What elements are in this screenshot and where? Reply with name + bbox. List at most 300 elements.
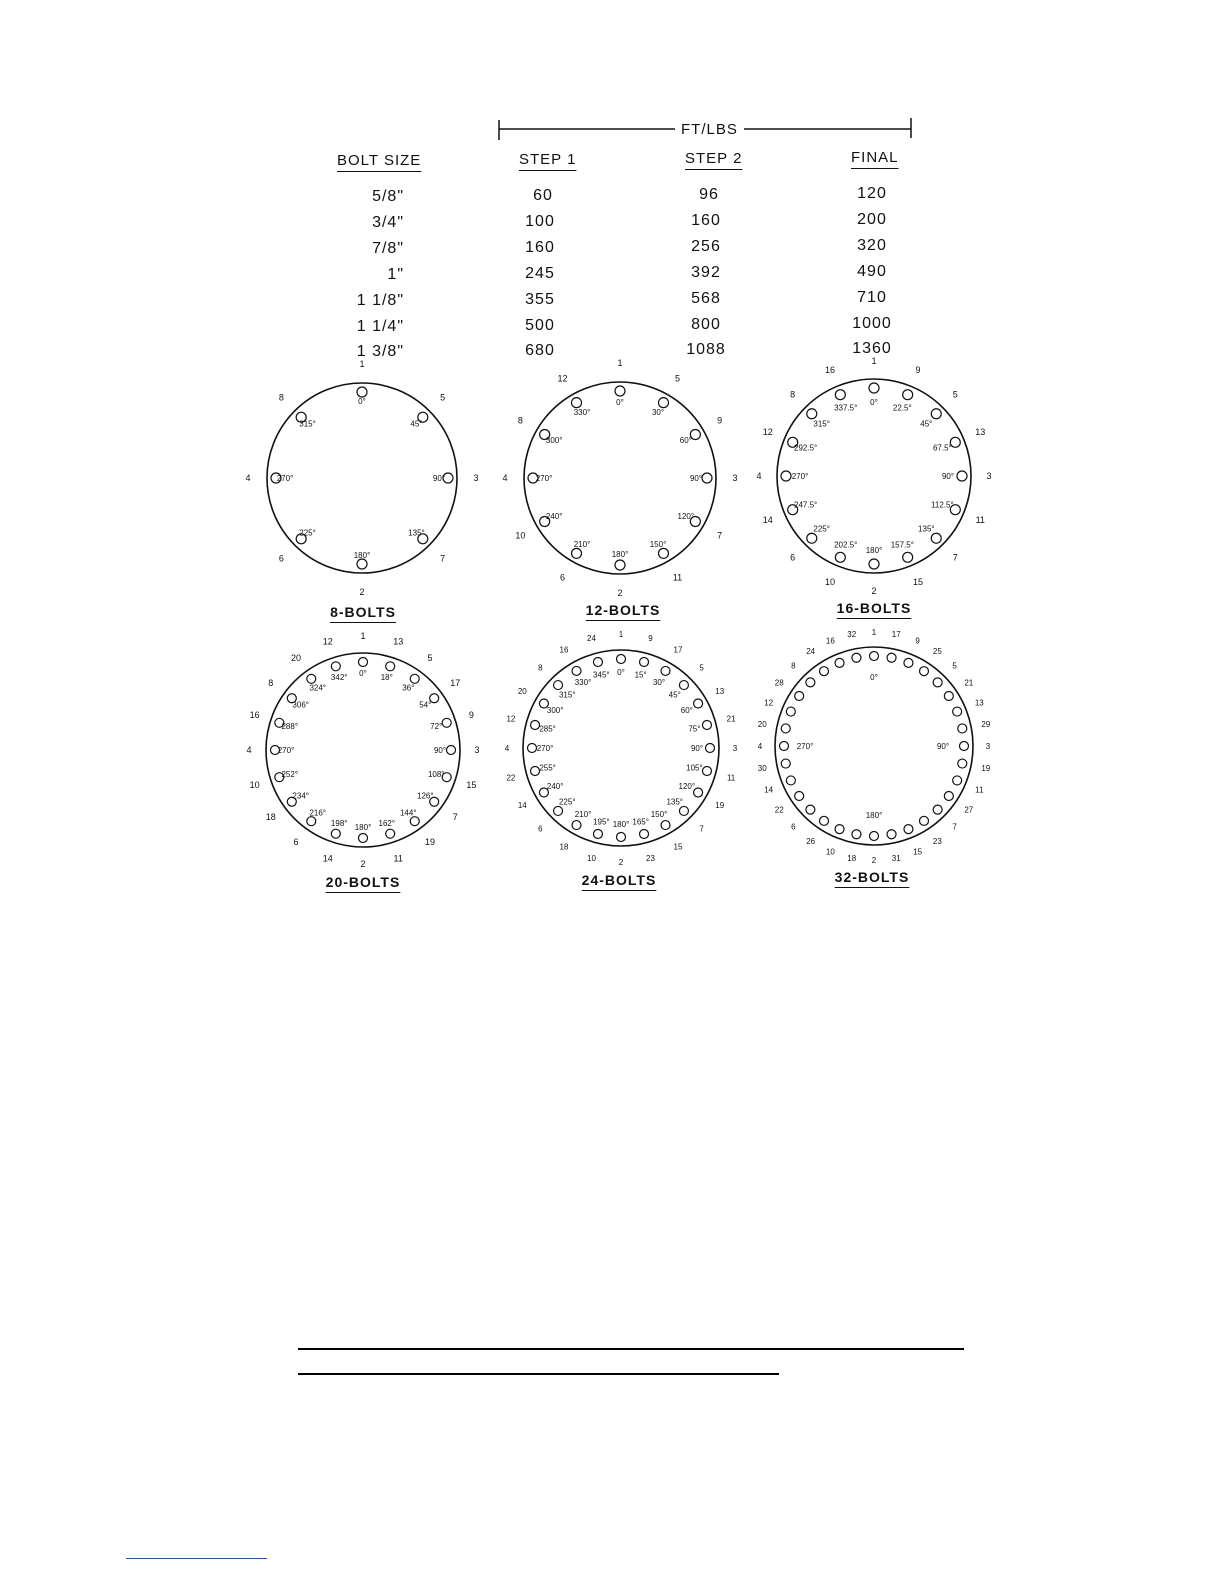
bolt-angle-label: 247.5° (794, 500, 818, 510)
bolt-sequence-number: 6 (293, 837, 299, 848)
bolt-hole (852, 653, 861, 662)
bolt-sequence-number: 16 (824, 364, 835, 375)
bolt-angle-label: 162° (378, 819, 396, 829)
bolt-hole (706, 744, 715, 753)
bolt-sequence-number: 16 (559, 645, 569, 655)
bolt-angle-label: 135° (408, 528, 425, 538)
bolt-hole (806, 805, 815, 814)
bolt-sequence-number: 21 (726, 714, 736, 724)
ftlbs-group-header: FT/LBS (675, 121, 744, 138)
bolt-hole (531, 720, 540, 729)
bolt-hole (572, 398, 582, 408)
bolt-sequence-number: 30 (757, 764, 767, 774)
final-cell: 1000 (852, 315, 892, 332)
step-1-cell: 355 (525, 291, 555, 308)
bolt-hole (920, 816, 929, 825)
bolt-angle-label: 45° (410, 419, 423, 429)
bolt-hole (953, 707, 962, 716)
bolt-sequence-number: 5 (699, 663, 704, 673)
bolt-sequence-number: 14 (517, 801, 527, 810)
bolt-angle-label: 330° (574, 678, 592, 688)
bolt-sequence-number: 3 (732, 473, 738, 483)
bolt-sequence-number: 19 (715, 801, 725, 810)
bolt-angle-label: 36° (402, 683, 415, 693)
bolt-sequence-number: 6 (559, 572, 566, 583)
bolt-sequence-number: 23 (932, 836, 942, 846)
bolt-hole (887, 653, 896, 662)
bolt-angle-label: 300° (546, 706, 564, 715)
bolt-angle-label: 216° (309, 808, 327, 818)
bolt-sequence-number: 15 (673, 842, 683, 852)
bolt-hole (795, 691, 804, 700)
flange-circle (266, 653, 460, 847)
bolt-sequence-number: 22 (506, 773, 516, 783)
bolt-angle-label: 252° (281, 769, 299, 779)
bolt-hole (659, 398, 669, 408)
bolt-hole (640, 829, 649, 838)
bolt-pattern-20-diagram (246, 631, 480, 870)
bolt-sequence-number: 5 (952, 389, 958, 400)
bolt-sequence-number: 1 (618, 630, 624, 639)
bolt-sequence-number: 12 (764, 698, 774, 708)
bolt-angle-label: 72° (430, 722, 443, 732)
bolt-hole (781, 471, 791, 481)
bolt-pattern-16-diagram (756, 356, 992, 596)
bolt-hole (615, 386, 625, 396)
bolt-hole (357, 387, 367, 397)
bolt-sequence-number: 7 (452, 812, 458, 823)
bolt-hole (869, 383, 879, 393)
bolt-angle-label: 0° (617, 668, 625, 677)
bolt-angle-label: 270° (791, 472, 809, 481)
bolt-angle-label: 30° (651, 408, 665, 418)
bolt-angle-label: 210° (573, 539, 591, 549)
bolt-sequence-number: 21 (964, 678, 974, 688)
bolt-sequence-number: 2 (871, 856, 877, 865)
bolt-angle-label: 120° (677, 512, 695, 521)
bolt-sequence-number: 2 (618, 858, 624, 867)
bolt-angle-label: 180° (865, 811, 883, 820)
bolt-angle-label: 60° (680, 706, 693, 715)
bolt-hole (786, 707, 795, 716)
col-header-step-1: STEP 1 (519, 151, 577, 168)
bolt-pattern-8-diagram (245, 359, 479, 598)
bolt-sequence-number: 26 (806, 836, 816, 846)
bolt-hole (950, 437, 960, 447)
bolt-hole (944, 691, 953, 700)
bolt-size-cell: 1 3/8" (356, 343, 404, 360)
bolt-sequence-number: 3 (474, 745, 480, 755)
bolt-sequence-number: 2 (359, 587, 365, 597)
bolt-hole (903, 552, 913, 562)
bolt-hole (617, 655, 626, 664)
bolt-hole (615, 560, 625, 570)
bolt-sequence-number: 8 (790, 389, 796, 400)
bolt-sequence-number: 16 (249, 709, 260, 720)
bolt-hole (957, 471, 967, 481)
bolt-angle-label: 225° (558, 797, 576, 807)
bolt-size-cell: 1 1/4" (356, 318, 404, 335)
bolt-angle-label: 240° (546, 782, 564, 791)
bolt-hole (554, 806, 563, 815)
bolt-hole (572, 548, 582, 558)
bolt-sequence-number: 32 (847, 630, 857, 640)
bolt-hole (702, 767, 711, 776)
bolt-sequence-number: 5 (427, 652, 433, 663)
bolt-hole (307, 674, 316, 683)
step-2-cell: 568 (691, 290, 721, 307)
bolt-sequence-number: 3 (986, 471, 992, 481)
bolt-angle-label: 270° (536, 744, 554, 753)
bolt-hole (795, 792, 804, 801)
horizontal-rule-short (298, 1373, 779, 1375)
bolt-angle-label: 300° (545, 436, 563, 445)
bolt-sequence-number: 13 (715, 687, 725, 696)
final-cell: 490 (857, 263, 887, 280)
bolt-sequence-number: 24 (806, 647, 816, 657)
bolt-hole (835, 658, 844, 667)
bolt-hole (593, 658, 602, 667)
bolt-size-cell: 3/4" (372, 214, 404, 231)
bolt-sequence-number: 17 (673, 645, 683, 655)
bolt-sequence-number: 9 (468, 709, 474, 720)
bolt-sequence-number: 9 (915, 636, 920, 646)
bolt-sequence-number: 16 (825, 636, 835, 646)
bolt-angle-label: 240° (545, 512, 563, 521)
bolt-sequence-number: 11 (975, 785, 984, 795)
bolt-sequence-number: 6 (278, 553, 284, 564)
bolt-angle-label: 315° (558, 690, 576, 700)
bolt-angle-label: 180° (354, 823, 372, 832)
bolt-sequence-number: 10 (824, 577, 835, 588)
bolt-sequence-number: 8 (791, 661, 796, 671)
bolt-angle-label: 225° (299, 528, 316, 538)
bolt-sequence-number: 17 (891, 630, 901, 640)
bolt-sequence-number: 11 (726, 773, 736, 783)
bolt-sequence-number: 4 (245, 473, 251, 483)
bolt-sequence-number: 2 (617, 588, 623, 598)
bolt-angle-label: 288° (281, 722, 299, 732)
bolt-angle-label: 90° (433, 746, 447, 755)
bolt-sequence-number: 14 (764, 785, 774, 795)
bolt-hole (572, 821, 581, 830)
bolt-sequence-number: 24 (587, 633, 596, 643)
bolt-sequence-number: 7 (952, 822, 957, 832)
bolt-sequence-number: 3 (732, 744, 738, 753)
bolt-hole (870, 652, 879, 661)
final-cell: 1360 (852, 340, 892, 357)
bolt-sequence-number: 6 (791, 822, 796, 832)
bolt-angle-label: 150° (650, 809, 668, 819)
bolt-angle-label: 30° (652, 678, 666, 688)
bolt-sequence-number: 12 (506, 714, 516, 724)
bolt-sequence-number: 12 (762, 426, 773, 437)
bolt-angle-label: 234° (292, 791, 309, 801)
bolt-pattern-12-diagram (502, 358, 738, 598)
bolt-angle-label: 270° (276, 474, 294, 483)
bolt-angle-label: 15° (634, 670, 647, 680)
bolt-sequence-number: 1 (360, 631, 366, 641)
bolt-sequence-number: 6 (538, 824, 543, 834)
bolt-hole (781, 759, 790, 768)
bolt-sequence-number: 11 (393, 853, 403, 864)
caption-24-bolts: 24-BOLTS (581, 872, 657, 888)
bolt-hole (953, 776, 962, 785)
bolt-sequence-number: 8 (268, 677, 274, 688)
bolt-hole (781, 724, 790, 733)
bolt-sequence-number: 19 (981, 764, 991, 774)
bolt-sequence-number: 20 (757, 719, 767, 729)
bolt-hole (958, 724, 967, 733)
caption-16-bolts: 16-BOLTS (836, 600, 912, 616)
bolt-sequence-number: 10 (515, 530, 526, 541)
bolt-angle-label: 90° (690, 744, 704, 753)
bolt-hole (386, 662, 395, 671)
bolt-angle-label: 195° (593, 817, 610, 827)
bolt-angle-label: 225° (813, 524, 830, 534)
step-1-cell: 160 (525, 239, 555, 256)
bolt-hole (442, 718, 451, 727)
bolt-hole (870, 832, 879, 841)
bolt-sequence-number: 1 (617, 358, 623, 368)
bolt-sequence-number: 18 (847, 853, 857, 863)
bolt-sequence-number: 23 (646, 854, 655, 864)
bolt-angle-label: 108° (427, 769, 445, 779)
bolt-angle-label: 150° (649, 539, 667, 549)
col-header-step-2: STEP 2 (685, 150, 743, 167)
bolt-angle-label: 315° (299, 419, 316, 429)
bolt-sequence-number: 11 (672, 572, 683, 583)
bolt-sequence-number: 31 (891, 853, 901, 863)
bolt-hole (357, 559, 367, 569)
step-1-cell: 100 (525, 213, 555, 230)
bolt-sequence-number: 3 (473, 473, 479, 483)
bolt-angle-label: 22.5° (892, 403, 912, 413)
step-2-cell: 96 (699, 186, 719, 203)
bolt-hole (528, 744, 537, 753)
bolt-sequence-number: 28 (774, 678, 784, 688)
bolt-hole (679, 806, 688, 815)
step-1-cell: 245 (525, 265, 555, 282)
bolt-hole (410, 674, 419, 683)
bolt-hole (931, 409, 941, 419)
bolt-sequence-number: 14 (762, 515, 773, 526)
bolt-sequence-number: 13 (974, 698, 984, 708)
bolt-sequence-number: 10 (587, 854, 596, 864)
bolt-sequence-number: 29 (981, 719, 991, 729)
bolt-angle-label: 210° (574, 809, 592, 819)
bolt-hole (835, 390, 845, 400)
final-cell: 320 (857, 237, 887, 254)
col-header-bolt-size: BOLT SIZE (337, 152, 422, 169)
bolt-hole (640, 658, 649, 667)
bolt-sequence-number: 1 (871, 356, 877, 366)
bolt-angle-label: 180° (612, 820, 630, 829)
bolt-hole (593, 829, 602, 838)
bolt-hole (920, 667, 929, 676)
bolt-sequence-number: 7 (952, 552, 958, 563)
bolt-hole (819, 816, 828, 825)
bolt-angle-label: 126° (417, 791, 434, 801)
bolt-pattern-32-diagram (757, 628, 991, 866)
bolt-hole (835, 825, 844, 834)
bolt-size-cell: 1 1/8" (356, 292, 404, 309)
bolt-hole (694, 699, 703, 708)
bolt-hole (807, 409, 817, 419)
bolt-hole (531, 767, 540, 776)
bolt-sequence-number: 1 (359, 359, 365, 369)
bolt-sequence-number: 17 (450, 677, 461, 688)
bolt-angle-label: 315° (813, 419, 830, 429)
bolt-angle-label: 135° (666, 797, 684, 807)
bolt-sequence-number: 8 (538, 663, 543, 673)
bolt-angle-label: 255° (539, 763, 556, 773)
step-1-cell: 680 (525, 342, 555, 359)
bolt-hole (780, 742, 789, 751)
bolt-size-cell: 7/8" (372, 240, 404, 257)
bolt-size-cell: 5/8" (372, 188, 404, 205)
bolt-angle-label: 202.5° (834, 540, 858, 550)
bolt-angle-label: 54° (419, 700, 432, 710)
bolt-hole (933, 678, 942, 687)
bolt-angle-label: 270° (796, 742, 814, 751)
step-2-cell: 800 (691, 316, 721, 333)
bolt-hole (887, 830, 896, 839)
bolt-angle-label: 324° (309, 683, 327, 693)
footer-link-underline[interactable] (126, 1558, 267, 1559)
bolt-sequence-number: 15 (466, 780, 477, 791)
bolt-sequence-number: 9 (717, 415, 723, 426)
bolt-sequence-number: 22 (774, 805, 784, 815)
bolt-hole (904, 658, 913, 667)
bolt-angle-label: 0° (870, 398, 878, 407)
bolt-hole (806, 678, 815, 687)
bolt-sequence-number: 19 (424, 837, 436, 848)
bolt-sequence-number: 4 (502, 473, 508, 483)
bolt-sequence-number: 11 (975, 515, 985, 526)
bolt-sequence-number: 25 (932, 647, 942, 657)
bolt-angle-label: 90° (689, 474, 703, 483)
bolt-angle-label: 157.5° (890, 540, 914, 550)
bolt-hole (958, 759, 967, 768)
bolt-hole (661, 821, 670, 830)
bolt-sequence-number: 15 (913, 847, 923, 857)
final-cell: 710 (857, 289, 887, 306)
bolt-sequence-number: 14 (322, 853, 333, 864)
bolt-angle-label: 180° (353, 551, 371, 560)
bolt-hole (702, 473, 712, 483)
bolt-sequence-number: 10 (249, 780, 260, 791)
bolt-sequence-number: 18 (559, 842, 569, 852)
bolt-angle-label: 135° (918, 524, 935, 534)
bolt-sequence-number: 5 (440, 392, 446, 403)
bolt-sequence-number: 6 (790, 552, 796, 563)
bolt-hole (679, 681, 688, 690)
step-2-cell: 160 (691, 212, 721, 229)
bolt-angle-label: 180° (865, 546, 883, 555)
bolt-sequence-number: 13 (975, 426, 986, 437)
bolt-angle-label: 198° (330, 819, 348, 829)
bolt-angle-label: 120° (678, 782, 696, 791)
bolt-angle-label: 345° (593, 670, 610, 680)
bolt-sequence-number: 20 (290, 652, 302, 663)
bolt-angle-label: 342° (330, 672, 348, 682)
flange-circle (524, 382, 716, 574)
bolt-angle-label: 45° (668, 690, 681, 700)
final-cell: 120 (857, 185, 887, 202)
bolt-sequence-number: 1 (871, 628, 877, 637)
bolt-hole (819, 667, 828, 676)
bolt-sequence-number: 27 (964, 805, 974, 815)
bolt-sequence-number: 9 (915, 364, 921, 375)
final-cell: 200 (857, 211, 887, 228)
bolt-sequence-number: 4 (246, 745, 252, 755)
bolt-angle-label: 270° (277, 746, 295, 755)
bolt-sequence-number: 4 (757, 742, 763, 751)
bolt-hole (410, 817, 419, 826)
bolt-hole (331, 829, 340, 838)
bolt-angle-label: 165° (632, 817, 649, 827)
bolt-sequence-number: 15 (913, 577, 924, 588)
bolt-sequence-number: 9 (648, 633, 653, 643)
bolt-angle-label: 0° (359, 669, 367, 678)
bolt-hole (661, 666, 670, 675)
bolt-angle-label: 18° (380, 672, 393, 682)
bolt-angle-label: 292.5° (794, 443, 818, 453)
bolt-angle-label: 105° (686, 763, 703, 773)
bolt-hole (359, 834, 368, 843)
bolt-angle-label: 0° (358, 397, 366, 406)
bolt-sequence-number: 5 (952, 661, 957, 671)
bolt-angle-label: 75° (688, 724, 701, 734)
bolt-angle-label: 285° (539, 724, 556, 734)
bolt-sequence-number: 7 (440, 553, 446, 564)
bolt-angle-label: 337.5° (834, 403, 858, 413)
bolt-sequence-number: 8 (517, 415, 523, 426)
bolt-hole (807, 533, 817, 543)
bolt-angle-label: 90° (941, 472, 955, 481)
bolt-hole (617, 833, 626, 842)
bolt-pattern-24-diagram (504, 630, 738, 868)
bolt-sequence-number: 7 (699, 824, 704, 834)
bolt-sequence-number: 20 (517, 687, 527, 696)
step-2-cell: 1088 (686, 341, 726, 358)
bolt-hole (786, 776, 795, 785)
horizontal-rule-long (298, 1348, 964, 1350)
bolt-angle-label: 45° (920, 419, 933, 429)
flange-circle (267, 383, 457, 573)
caption-32-bolts: 32-BOLTS (834, 869, 910, 885)
bolt-hole (572, 666, 581, 675)
bolt-angle-label: 112.5° (931, 500, 954, 510)
bolt-hole (386, 829, 395, 838)
col-header-final: FINAL (851, 149, 899, 166)
bolt-hole (447, 746, 456, 755)
caption-8-bolts: 8-BOLTS (330, 604, 396, 620)
step-2-cell: 392 (691, 264, 721, 281)
bolt-sequence-number: 8 (278, 392, 284, 403)
bolt-angle-label: 60° (679, 436, 692, 445)
step-1-cell: 60 (533, 187, 553, 204)
bolt-hole (307, 817, 316, 826)
bolt-sequence-number: 2 (871, 586, 877, 596)
bolt-hole (869, 559, 879, 569)
bolt-angle-label: 0° (870, 673, 878, 682)
step-1-cell: 500 (525, 317, 555, 334)
bolt-sequence-number: 12 (322, 636, 333, 647)
bolt-angle-label: 67.5° (932, 443, 952, 453)
bolt-angle-label: 306° (292, 700, 309, 710)
